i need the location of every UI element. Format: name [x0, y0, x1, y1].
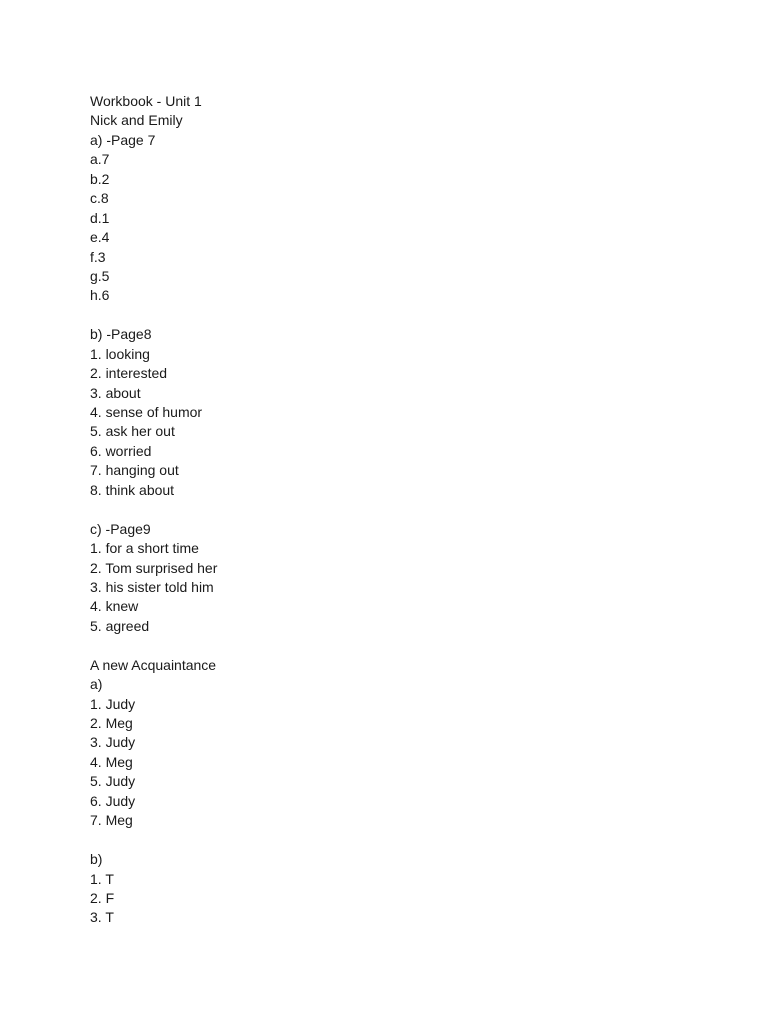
text-line: 1. looking [90, 345, 150, 362]
text-line: Workbook - Unit 1 [90, 93, 202, 109]
text-line: b) [90, 851, 103, 868]
text-line: 5. agreed [90, 617, 150, 634]
text-line: 3. his sister told him [90, 578, 214, 595]
text-line: 5. ask her out [90, 423, 175, 440]
text-line: e.4 [90, 229, 110, 246]
blank-line [90, 306, 690, 325]
text-line: 3. about [90, 384, 141, 401]
text-line: 1. Judy [90, 695, 136, 712]
text-line: Nick and Emily [90, 112, 183, 129]
text-line: c.8 [90, 190, 109, 207]
text-line: g.5 [90, 267, 110, 284]
text-line: 2. F [90, 889, 115, 906]
text-line: f.3 [90, 248, 106, 265]
text-line: 4. knew [90, 598, 139, 615]
text-line: 6. Judy [90, 792, 136, 809]
text-line: 3. Judy [90, 734, 136, 751]
text-line: a) [90, 676, 103, 693]
text-line: 8. think about [90, 481, 175, 498]
blank-line [90, 500, 690, 519]
document-page [90, 92, 690, 928]
text-line: 2. interested [90, 365, 168, 382]
blank-line [90, 831, 690, 850]
text-line: a.7 [90, 151, 110, 168]
text-line: b.2 [90, 170, 110, 187]
blank-line [90, 636, 690, 655]
text-line: A new Acquaintance [90, 656, 217, 673]
text-line: 2. Tom surprised her [90, 559, 218, 576]
text-line: d.1 [90, 209, 110, 226]
text-line: 1. T [90, 870, 114, 887]
text-line: 1. for a short time [90, 540, 199, 557]
text-line: c) -Page9 [90, 520, 151, 537]
text-line: 3. T [90, 909, 114, 926]
text-line: h.6 [90, 287, 110, 304]
text-line: 6. worried [90, 442, 152, 459]
text-line: b) -Page8 [90, 326, 152, 343]
text-line: 7. Meg [90, 812, 133, 829]
text-line: 7. hanging out [90, 462, 179, 479]
text-line: 4. Meg [90, 753, 133, 770]
text-line: 4. sense of humor [90, 404, 203, 420]
text-line: 2. Meg [90, 715, 133, 731]
text-line: a) -Page 7 [90, 131, 156, 148]
text-line: 5. Judy [90, 773, 136, 790]
